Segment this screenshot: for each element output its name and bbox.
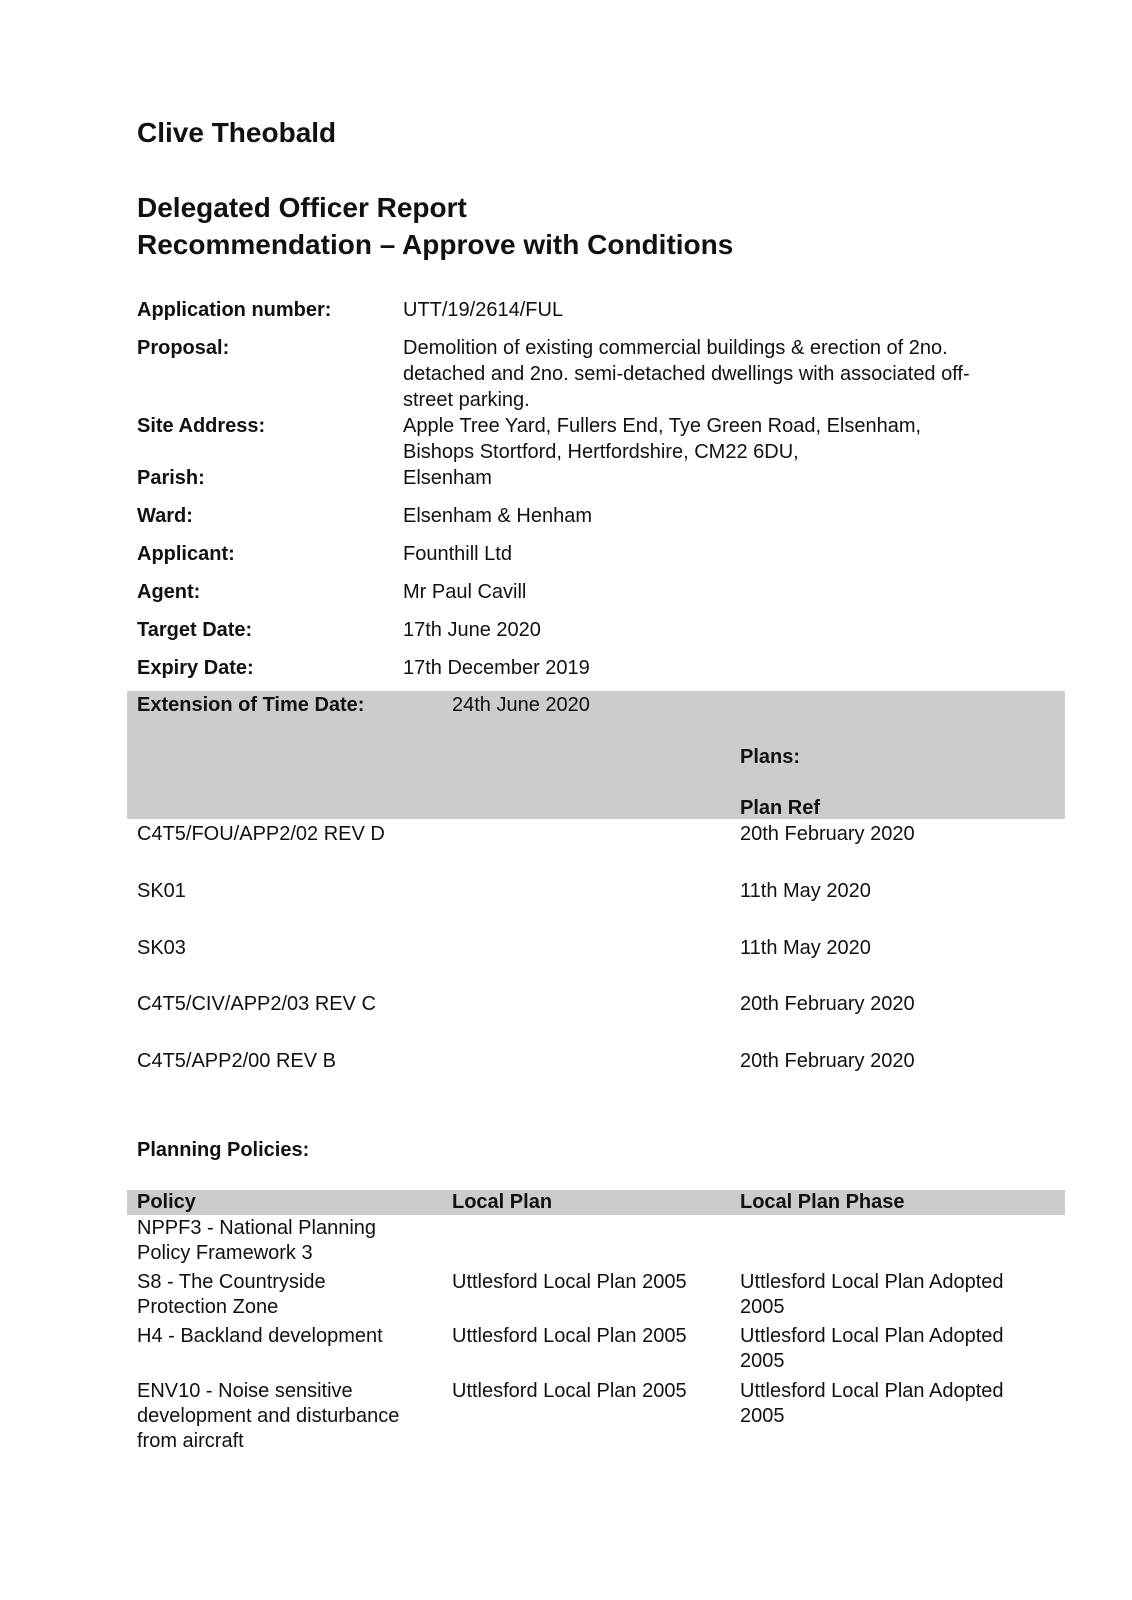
plan-ref: SK01 xyxy=(137,880,186,902)
report-title: Delegated Officer Report xyxy=(137,192,467,223)
plan-ref: C4T5/CIV/APP2/03 REV C xyxy=(137,993,376,1015)
planning-policies-heading: Planning Policies: xyxy=(137,1139,310,1161)
plan-date: 20th February 2020 xyxy=(740,823,915,845)
applicant-label: Applicant: xyxy=(137,543,235,565)
local-plan-phase-column-header: Local Plan Phase xyxy=(740,1191,905,1213)
officer-name: Clive Theobald xyxy=(137,117,337,148)
site-address-label: Site Address: xyxy=(137,415,266,437)
plan-ref: C4T5/APP2/00 REV B xyxy=(137,1050,336,1072)
plan-date: 11th May 2020 xyxy=(740,880,871,902)
agent-value: Mr Paul Cavill xyxy=(403,581,527,603)
plans-heading: Plans: xyxy=(740,746,801,768)
parish-label: Parish: xyxy=(137,467,205,489)
plan-ref: C4T5/FOU/APP2/02 REV D xyxy=(137,823,385,845)
policy-name: H4 - Backland development xyxy=(137,1325,383,1347)
extension-date-label: Extension of Time Date: xyxy=(137,694,365,716)
plan-date: 20th February 2020 xyxy=(740,993,915,1015)
policy-name: ENV10 - Noise sensitive development and disturbance from aircraft xyxy=(137,1380,400,1452)
proposal-value: Demolition of existing commercial buildings & erection of 2no. detached and 2no. semi-detached dwellings with associated off-street parking. xyxy=(403,337,970,411)
plan-ref: SK03 xyxy=(137,937,186,959)
policy-phase: Uttlesford Local Plan Adopted 2005 xyxy=(740,1271,1004,1318)
proposal-label: Proposal: xyxy=(137,337,230,359)
applicant-value: Founthill Ltd xyxy=(403,543,512,565)
ward-label: Ward: xyxy=(137,505,193,527)
application-number-value: UTT/19/2614/FUL xyxy=(403,299,564,321)
target-date-label: Target Date: xyxy=(137,619,253,641)
policy-local-plan: Uttlesford Local Plan 2005 xyxy=(452,1271,687,1293)
policy-column-header: Policy xyxy=(137,1191,196,1213)
ward-value: Elsenham & Henham xyxy=(403,505,592,527)
policy-phase: Uttlesford Local Plan Adopted 2005 xyxy=(740,1325,1004,1372)
plan-date: 20th February 2020 xyxy=(740,1050,915,1072)
policy-name: NPPF3 - National Planning Policy Framework 3 xyxy=(137,1217,377,1264)
plan-ref-header: Plan Ref xyxy=(740,797,821,819)
policy-phase: Uttlesford Local Plan Adopted 2005 xyxy=(740,1380,1004,1427)
parish-value: Elsenham xyxy=(403,467,492,489)
agent-label: Agent: xyxy=(137,581,201,603)
plan-date: 11th May 2020 xyxy=(740,937,871,959)
expiry-date-value: 17th December 2019 xyxy=(403,657,590,679)
policies-header-band xyxy=(127,1190,1065,1215)
extension-date-value: 24th June 2020 xyxy=(452,694,590,716)
expiry-date-label: Expiry Date: xyxy=(137,657,254,679)
target-date-value: 17th June 2020 xyxy=(403,619,541,641)
local-plan-column-header: Local Plan xyxy=(452,1191,553,1213)
application-number-label: Application number: xyxy=(137,299,332,321)
site-address-value: Apple Tree Yard, Fullers End, Tye Green Road, Elsenham, Bishops Stortford, Hertfordshire, CM22 6DU, xyxy=(403,415,922,463)
recommendation-title: Recommendation – Approve with Conditions xyxy=(137,229,734,260)
policy-local-plan: Uttlesford Local Plan 2005 xyxy=(452,1380,687,1402)
policy-name: S8 - The Countryside Protection Zone xyxy=(137,1271,326,1318)
policy-local-plan: Uttlesford Local Plan 2005 xyxy=(452,1325,687,1347)
